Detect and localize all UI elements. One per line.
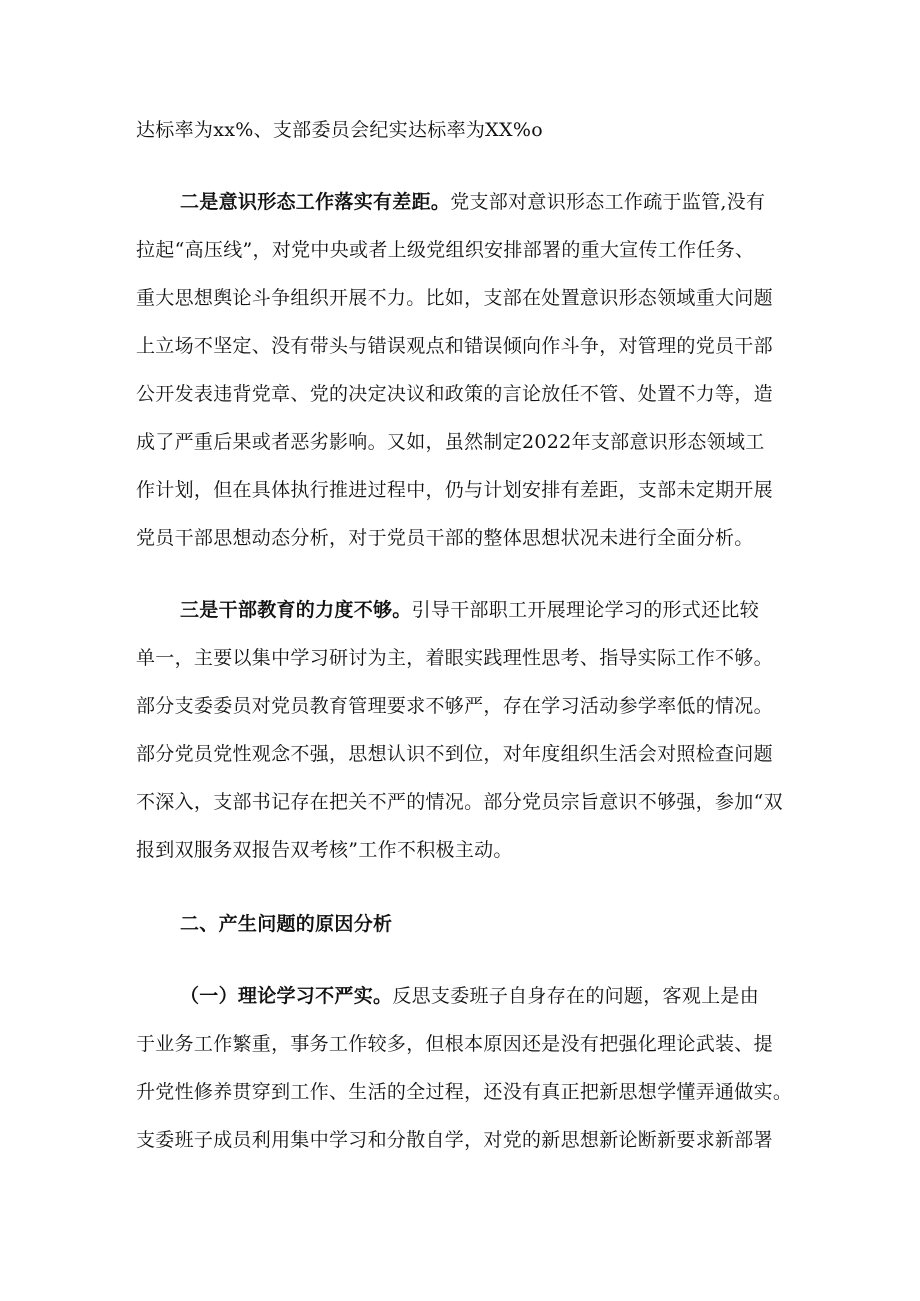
text-line: 党员干部思想动态分析，对于党员干部的整体思想状况未进行全面分析。 xyxy=(136,527,754,549)
paragraph-ideology-line-6 xyxy=(136,430,765,454)
text-line: 升党性修养贯穿到工作、生活的全过程，还没有真正把新思想学懂弄通做实。 xyxy=(136,1081,793,1103)
paragraph-education-line-2 xyxy=(136,646,773,670)
paragraph-ideology-line-2 xyxy=(136,238,754,262)
paragraph-education-line-4 xyxy=(136,742,773,766)
text-line: 支委班子成员利用集中学习和分散自学，对党的新思想新论断新要求新部署 xyxy=(136,1129,773,1151)
paragraph-ideology-line-7 xyxy=(136,478,773,502)
text-line: 引导干部职工开展理论学习的形式还比较 xyxy=(411,599,760,621)
text-line: 成了严重后果或者恶劣影响。又如，虽然制定2022年支部意识形态领域工 xyxy=(136,431,765,453)
text-line: 部分党员党性观念不强，思想认识不到位，对年度组织生活会对照检查问题 xyxy=(136,743,773,765)
text-line: 党支部对意识形态工作疏于监管,没有 xyxy=(450,191,766,213)
paragraph-education-line-5 xyxy=(136,790,783,814)
paragraph-theory-line-1 xyxy=(180,984,759,1008)
paragraph-education-line-6 xyxy=(136,838,513,862)
text-line: 公开发表违背党章、党的决定决议和政策的言论放任不管、处置不力等，造 xyxy=(136,383,773,405)
text-line: 不深入，支部书记存在把关不严的情况。部分党员宗旨意识不够强，参加“双 xyxy=(136,791,783,813)
section-heading: 二、产生问题的原因分析 xyxy=(180,913,393,935)
paragraph-ideology-line-3 xyxy=(136,286,773,310)
text-line: 达标率为xx%、支部委员会纪实达标率为XX%o xyxy=(136,119,543,141)
text-line: 反思支委班子自身存在的问题，客观上是由 xyxy=(392,985,760,1007)
paragraph-lead-theory: （一）理论学习不严实。 xyxy=(180,985,393,1007)
paragraph-theory-line-4 xyxy=(136,1128,773,1152)
text-line: 作计划，但在具体执行推进过程中，仍与计划安排有差距，支部未定期开展 xyxy=(136,479,773,501)
text-line: 于业务工作繁重，事务工作较多，但根本原因还是没有把强化理论武装、提 xyxy=(136,1033,773,1055)
text-line: 部分支委委员对党员教育管理要求不够严，存在学习活动参学率低的情况。 xyxy=(136,695,773,717)
paragraph-ideology-line-1 xyxy=(180,190,765,214)
text-line: 报到双服务双报告双考核”工作不积极主动。 xyxy=(136,839,513,861)
paragraph-lead-education: 三是干部教育的力度不够。 xyxy=(180,599,412,621)
text-line: 重大思想舆论斗争组织开展不力。比如，支部在处置意识形态领域重大问题 xyxy=(136,287,773,309)
paragraph-ideology-line-4 xyxy=(136,334,773,358)
text-line: 拉起“高压线”，对党中央或者上级党组织安排部署的重大宣传工作任务、 xyxy=(136,239,755,261)
paragraph-lead-ideology: 二是意识形态工作落实有差距。 xyxy=(180,191,451,213)
paragraph-education-line-3 xyxy=(136,694,773,718)
paragraph-ideology-line-8 xyxy=(136,526,754,550)
paragraph-theory-line-2 xyxy=(136,1032,773,1056)
text-line: 单一，主要以集中学习研讨为主，着眼实践理性思考、指导实际工作不够。 xyxy=(136,647,773,669)
paragraph-theory-line-3 xyxy=(136,1080,792,1104)
paragraph-continuation-line xyxy=(136,118,543,142)
paragraph-education-line-1 xyxy=(180,598,759,622)
text-line: 上立场不坚定、没有带头与错误观点和错误倾向作斗争，对管理的党员干部 xyxy=(136,335,773,357)
paragraph-ideology-line-5 xyxy=(136,382,773,406)
